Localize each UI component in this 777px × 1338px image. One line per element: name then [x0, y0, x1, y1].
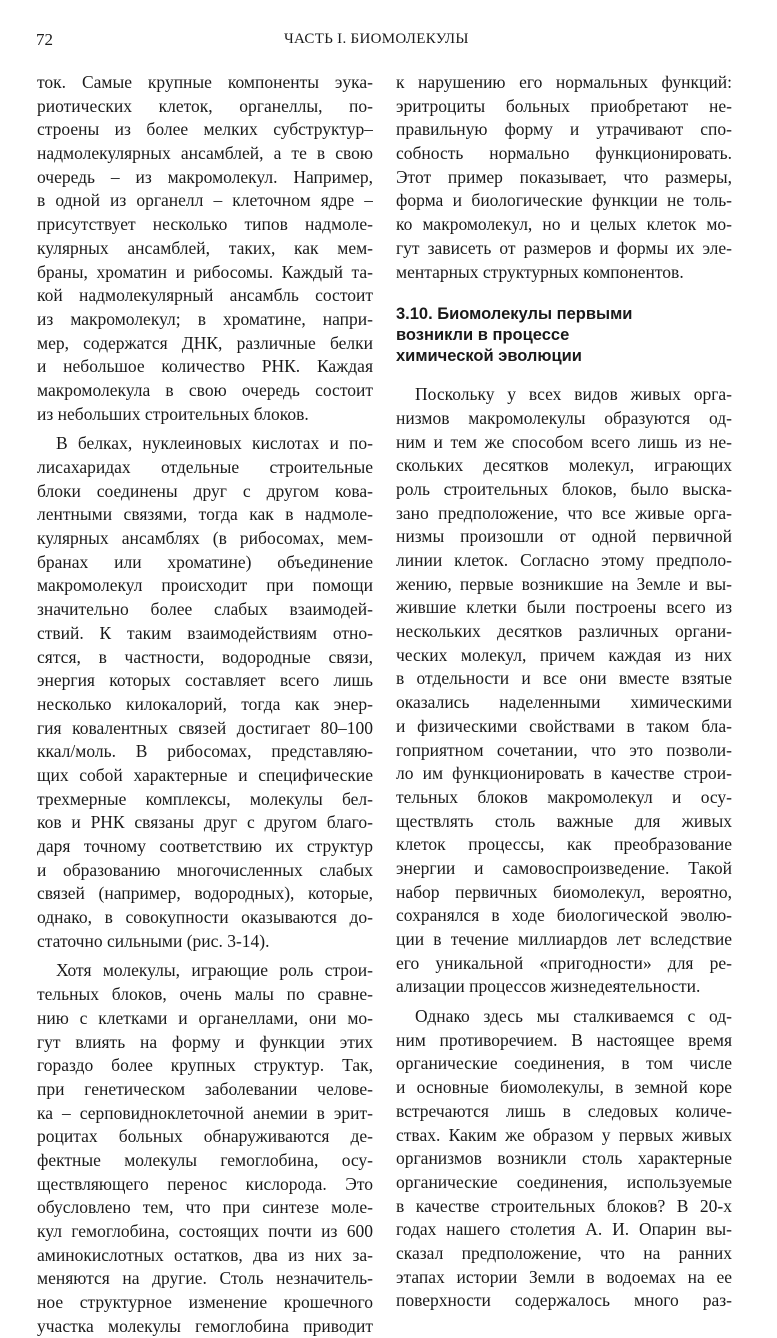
paragraph [396, 1005, 732, 1313]
text-line: при генетическом заболевании челове- [37, 1078, 373, 1099]
text-line: энергия которых составляет всего лишь [37, 670, 373, 691]
section-heading-line: 3.10. Биомолекулы первыми [396, 305, 633, 324]
left-column [37, 71, 373, 1338]
text-line: ло им функционировать в качестве строи- [396, 763, 732, 784]
text-line: набор первичных биомолекул, вероятно, [396, 881, 732, 902]
text-line: гия ковалентных связей достигает 80–100 [37, 717, 373, 738]
paragraph [396, 383, 732, 999]
text-line: Однако здесь мы сталкиваемся с од- [415, 1006, 732, 1027]
text-line: роцитах больных обнаруживаются де- [37, 1126, 373, 1147]
text-line: собность нормально функционировать. [396, 143, 732, 164]
text-line: лентными связями, тогда как в надмоле- [37, 504, 373, 525]
text-line: присутствует несколько типов надмоле- [37, 214, 373, 235]
text-line: ментарных структурных компонентов. [396, 261, 684, 282]
text-line: ществляющего перенос кислорода. Это [37, 1173, 373, 1194]
text-line: в отдельности и все они вместе взятые [396, 668, 732, 689]
text-line: ним противоречием. В настоящее время [396, 1029, 732, 1050]
text-line: гут влиять на форму и функции этих [37, 1031, 373, 1052]
page-number: 72 [36, 30, 53, 49]
text-line: надмолекулярных ансамблей, а те в свою [37, 143, 373, 164]
text-line: кул гемоглобина, состоящих почти из 600 [37, 1221, 373, 1241]
text-line: и образованию многочисленных слабых [37, 859, 373, 880]
text-line: жению, первые возникшие на Земле и вы- [396, 573, 732, 594]
text-line: кулярных ансамблях (в рибосомах, мем- [37, 528, 373, 549]
text-line: годах нашего столетия А. И. Опарин вы- [396, 1219, 732, 1240]
text-line: жившие клетки были построены всего из [396, 597, 732, 618]
text-line: мер, содержатся ДНК, различные белки [37, 332, 373, 353]
text-line: ккал/моль. В рибосомах, представляю- [37, 741, 373, 762]
text-line: аминокислотных остатков, два из них за- [37, 1244, 373, 1265]
right-column [396, 71, 732, 1313]
text-line: роль строительных блоков, было выска- [396, 478, 732, 499]
text-line: эритроциты больных приобретают не- [396, 95, 732, 116]
text-line: трехмерные комплексы, молекулы бел- [37, 788, 373, 809]
text-line: низмы произошли от одной первичной [396, 526, 732, 547]
text-line: ним и тем же способом всего лишь из не- [396, 431, 732, 452]
text-line: органические соединения, используемые [396, 1171, 732, 1192]
text-line: макромолекул происходит при помощи [37, 575, 373, 596]
section-heading [396, 304, 732, 367]
text-line: щих собой характерные и специфические [37, 764, 373, 785]
text-line: нию с клетками и органеллами, они мо- [37, 1007, 373, 1028]
paragraph [37, 71, 373, 426]
text-line: Хотя молекулы, играющие роль строи- [56, 960, 373, 981]
text-line: из небольших строительных блоков. [37, 403, 309, 424]
paragraph [37, 959, 373, 1338]
text-line: ществлять столь важные для живых [396, 810, 732, 831]
text-line: ток. Самые крупные компоненты эука- [37, 72, 373, 92]
paragraph [396, 71, 732, 284]
text-line: Этот пример показывает, что размеры, [396, 166, 732, 187]
text-line: поверхности содержалось много раз- [396, 1290, 732, 1311]
text-line: скольких десятков молекул, играющих [396, 455, 732, 476]
text-line: значительно более слабых взаимодей- [37, 599, 373, 620]
text-line: сказал предположение, что на ранних [396, 1242, 732, 1263]
text-line: сятся, в частности, водородные связи, [37, 646, 373, 667]
text-line: несколько килокалорий, тогда как энер- [37, 693, 373, 714]
text-line: ствий. К таким взаимодействиям отно- [37, 622, 373, 643]
text-line: тельных блоков, очень малы по сравне- [37, 984, 373, 1005]
text-line: ствах. Каким же образом у первых живых [396, 1124, 732, 1145]
text-line: зано предположение, что все живые орга- [396, 502, 732, 523]
text-line: и физическими свойствами в таком бла- [396, 715, 732, 736]
text-line: блоки соединены друг с другом кова- [37, 480, 373, 501]
text-line: участка молекулы гемоглобина приводит [37, 1315, 373, 1336]
text-line: даря точному соответствию их структур [37, 836, 373, 856]
text-line: ное структурное изменение крошечного [37, 1292, 373, 1313]
text-line: гут зависеть от размеров и формы их эле- [396, 237, 732, 258]
text-line: браны, хроматин и рибосомы. Каждый та- [37, 261, 373, 282]
text-line: статочно сильными (рис. 3-14). [37, 930, 270, 951]
text-line: ка – серповидноклеточной анемии в эрит- [37, 1102, 373, 1123]
running-header: ЧАСТЬ I. БИОМОЛЕКУЛЫ [284, 31, 469, 47]
text-line: кой надмолекулярный ансамбль состоит [37, 285, 373, 306]
text-line: низмов макромолекулы образуются од- [396, 407, 732, 428]
text-line: строены из более мелких субструктур– [37, 119, 373, 140]
text-line: Поскольку у всех видов живых орга- [415, 384, 732, 405]
text-line: обусловлено тем, что при синтезе моле- [37, 1197, 373, 1218]
text-line: гораздо более крупных структур. Так, [37, 1055, 373, 1076]
text-line: лисахаридах отдельные строительные [37, 457, 373, 477]
text-line: органические соединения, в том числе [396, 1053, 732, 1074]
text-line: его уникальной «пригодности» для ре- [396, 952, 732, 973]
text-line: линии клеток. Согласно этому предполо- [396, 550, 732, 570]
text-line: этапах истории Земли в водоемах на ее [396, 1266, 732, 1287]
text-line: макромолекула в свою очередь состоит [37, 379, 373, 400]
section-heading-line: химической эволюции [396, 347, 582, 366]
text-line: риотических клеток, органеллы, по- [37, 95, 373, 116]
text-line: ализации процессов жизнедеятельности. [396, 976, 701, 997]
paragraph [37, 432, 373, 953]
text-line: и основные биомолекулы, в земной коре [396, 1077, 732, 1098]
text-line: из макромолекул; в хроматине, напри- [37, 308, 373, 329]
text-line: встречаются лишь в следовых количе- [396, 1100, 732, 1121]
text-line: гоприятном сочетании, что это позволи- [396, 739, 732, 760]
text-line: фектные молекулы гемоглобина, осу- [37, 1149, 373, 1170]
text-line: оказались наделенными химическими [396, 692, 732, 713]
text-line: нескольких десятков различных органи- [396, 621, 732, 642]
text-line: форма и биологические функции не толь- [396, 190, 732, 211]
text-line: ческих молекул, причем каждая из них [396, 644, 732, 665]
text-line: однако, в совокупности оказываются до- [37, 907, 373, 928]
text-line: очередь – из макромолекул. Например, [37, 166, 373, 187]
text-line: ции в течение миллиардов лет вследствие [396, 929, 732, 949]
text-line: в качестве строительных блоков? В 20-х [396, 1195, 732, 1216]
text-line: энергии и самовоспроизведение. Такой [396, 857, 732, 878]
text-line: правильную форму и утрачивают спо- [396, 119, 732, 140]
text-line: организмов возникли столь характерные [396, 1148, 732, 1169]
text-line: бранах или хроматине) объединение [37, 551, 373, 572]
text-line: связей (например, водородных), которые, [37, 883, 373, 904]
text-line: ко макромолекул, но и целых клеток мо- [396, 214, 732, 235]
section-heading-line: возникли в процессе [396, 326, 570, 345]
text-line: к нарушению его нормальных функций: [396, 72, 732, 92]
text-line: клеток процессы, как преобразование [396, 834, 732, 855]
text-line: и небольшое количество РНК. Каждая [37, 356, 373, 377]
text-line: меняются на другие. Столь незначитель- [37, 1268, 373, 1289]
text-line: В белках, нуклеиновых кислотах и по- [56, 433, 373, 454]
text-line: в одной из органелл – клеточном ядре – [37, 190, 373, 211]
text-line: сохранялся в ходе биологической эволю- [396, 905, 732, 926]
text-line: тельных блоков макромолекул и осу- [396, 786, 732, 807]
text-line: кулярных ансамблей, таких, как мем- [37, 237, 373, 258]
text-line: ков и РНК связаны друг с другом благо- [37, 812, 373, 833]
